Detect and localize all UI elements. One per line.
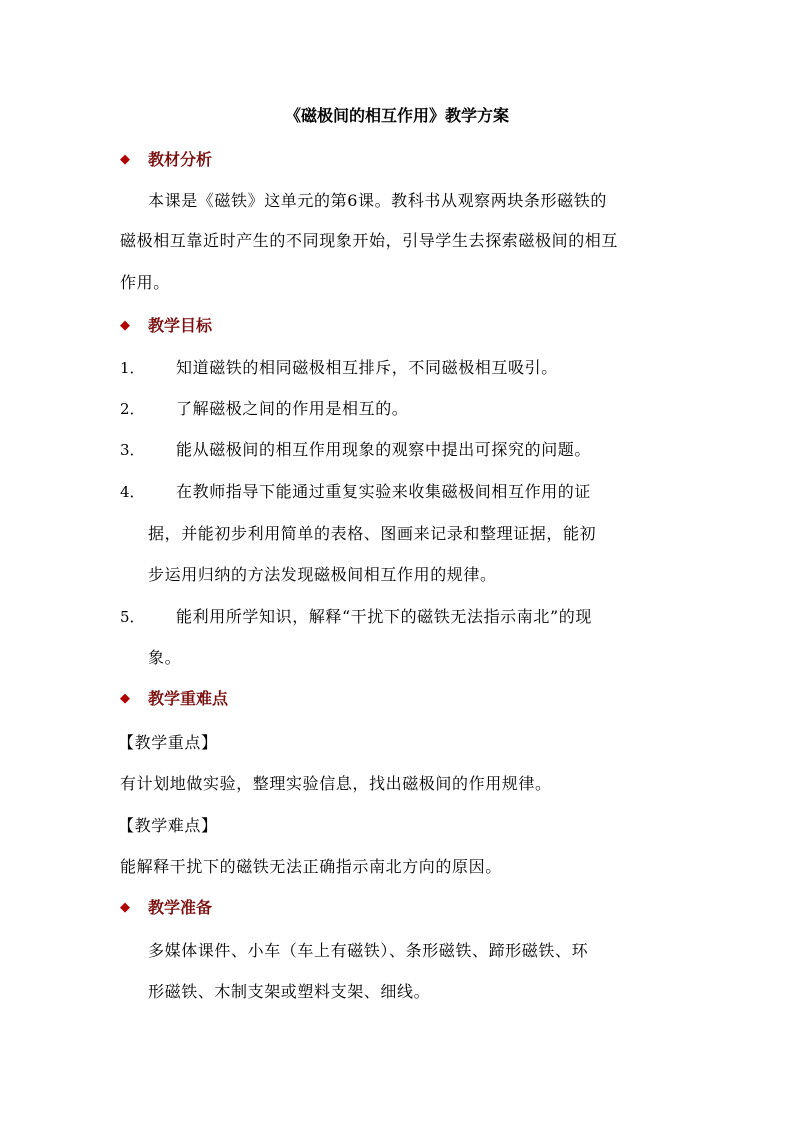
section-heading-label: 教学目标 (148, 316, 213, 335)
goal-number: 1． (120, 359, 145, 377)
goal-line: 知道磁铁的相同磁极相互排斥，不同磁极相互吸引。 (176, 358, 558, 377)
analysis-line-2: 磁极相互靠近时产生的不同现象开始，引导学生去探索磁极间的相互 (120, 231, 619, 250)
goal-line: 了解磁极之间的作用是相互的。 (176, 399, 409, 418)
section-heading-label: 教材分析 (148, 150, 213, 169)
goal-line: 步运用归纳的方法发现磁极间相互作用的规律。 (148, 565, 497, 584)
analysis-line-3: 作用。 (120, 273, 170, 292)
section-heading-analysis (120, 148, 212, 172)
diamond-bullet-icon: ◆ (120, 318, 130, 333)
section-heading-goals (120, 314, 212, 338)
preparation-line-1: 多媒体课件、小车（车上有磁铁）、条形磁铁、蹄形磁铁、环 (148, 941, 589, 960)
diamond-bullet-icon: ◆ (120, 152, 130, 167)
diamond-bullet-icon: ◆ (120, 900, 130, 915)
goal-line: 象。 (148, 648, 182, 667)
section-heading-key-points (120, 687, 228, 711)
section-heading-preparation (120, 896, 212, 920)
goal-line: 在教师指导下能通过重复实验来收集磁极间相互作用的证 (176, 482, 592, 501)
goal-number: 4． (120, 483, 145, 501)
focus-label: 【教学重点】 (118, 733, 218, 752)
goal-number: 3． (120, 441, 145, 459)
page-title: 《磁极间的相互作用》教学方案 (284, 106, 509, 125)
goal-line: 能从磁极间的相互作用现象的观察中提出可探究的问题。 (176, 440, 592, 459)
section-heading-label: 教学准备 (148, 898, 213, 917)
goal-number: 2． (120, 400, 145, 418)
analysis-line-1: 本课是《磁铁》这单元的第6课。教科书从观察两块条形磁铁的 (148, 191, 607, 210)
goal-number: 5． (120, 608, 145, 626)
difficulty-text: 能解释干扰下的磁铁无法正确指示南北方向的原因。 (120, 857, 502, 876)
preparation-line-2: 形磁铁、木制支架或塑料支架、细线。 (148, 982, 431, 1001)
diamond-bullet-icon: ◆ (120, 691, 130, 706)
goal-line: 能利用所学知识，解释“干扰下的磁铁无法指示南北”的现 (176, 607, 592, 626)
section-heading-label: 教学重难点 (148, 689, 229, 708)
difficulty-label: 【教学难点】 (118, 816, 218, 835)
goal-line: 据，并能初步利用简单的表格、图画来记录和整理证据，能初 (148, 524, 597, 543)
focus-text: 有计划地做实验，整理实验信息，找出磁极间的作用规律。 (120, 774, 552, 793)
